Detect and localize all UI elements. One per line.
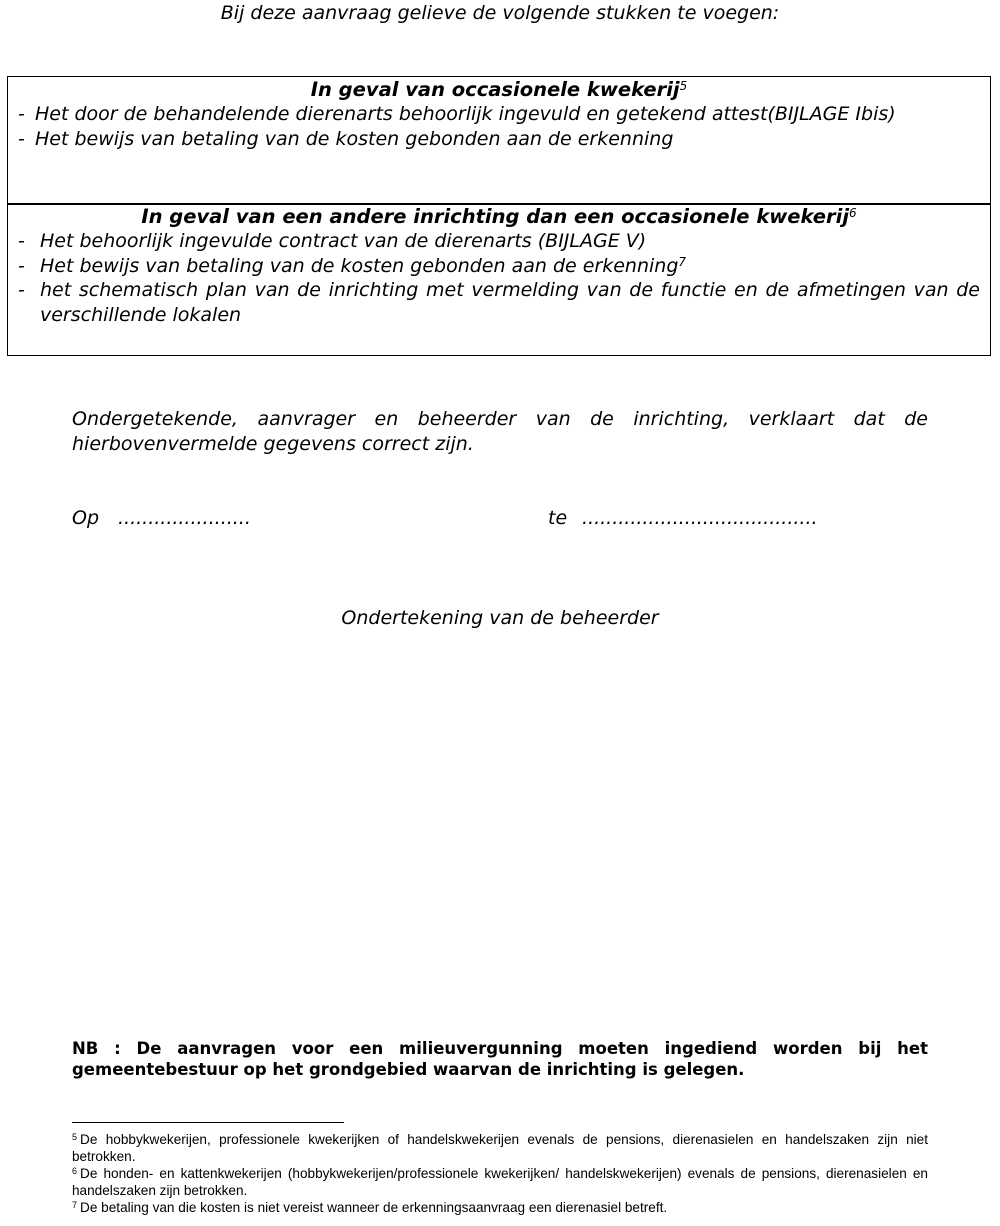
footnote-divider [72, 1122, 344, 1123]
list-item-text [40, 254, 980, 279]
footnotes [72, 1131, 928, 1216]
list-dash: - [18, 254, 25, 277]
footnote [72, 1199, 928, 1216]
section-title [8, 78, 990, 102]
footnote-number: 7 [72, 1200, 78, 1210]
list-item-text: het schematisch plan van de inrichting met vermelding van de functie en de afmetingen van de verschillende lokalen [40, 279, 980, 326]
list-item-text-body: Het bewijs van betaling van de kosten gebonden aan de erkenning [40, 254, 679, 277]
list-item [8, 229, 990, 254]
requirements-list [8, 102, 990, 151]
section-title [8, 205, 990, 229]
footnote [72, 1165, 928, 1199]
list-item [8, 102, 990, 127]
footnote-number: 5 [72, 1132, 78, 1142]
section-title-text: In geval van occasionele kwekerij [310, 78, 680, 101]
place-date-line [72, 507, 928, 533]
list-dash: - [18, 279, 25, 301]
intro-heading: Bij deze aanvraag gelieve de volgende stukken te voegen: [220, 2, 780, 24]
list-dash: - [18, 127, 25, 150]
footnote-number: 6 [72, 1166, 78, 1176]
footnote-text: De hobbykwekerijen, professionele kwekerijken of handelskwekerijen evenals de pensions, dierenasielen en handelszaken zijn niet betrokken. [72, 1132, 928, 1164]
list-item-text: Het behoorlijk ingevulde contract van de dierenarts (BIJLAGE V) [40, 230, 647, 252]
list-item-text: Het bewijs van betaling van de kosten gebonden aan de erkenning [35, 127, 674, 150]
declaration-text: Ondergetekende, aanvrager en beheerder van de inrichting, verklaart dat de hierbovenvermelde gegevens correct zijn. [72, 408, 928, 455]
list-item [8, 127, 990, 152]
place-field[interactable]: ....................................... [582, 507, 818, 529]
section-title-text: In geval van een andere inrichting dan een occasionele kwekerij [141, 205, 850, 228]
date-label: Op [72, 507, 100, 529]
nb-notice: NB : De aanvragen voor een milieuvergunning moeten ingediend worden bij het gemeentebestuur op het grondgebied waarvan de inrichting is gelegen. [72, 1039, 928, 1079]
list-dash: - [18, 103, 25, 125]
footnote-text: De honden- en kattenkwekerijen (hobbykwekerijen/professionele kwekerijken/ handelskwekerijen) evenals de pensions, dierenasielen en handelszaken zijn betrokken. [72, 1166, 928, 1198]
date-field[interactable]: ...................... [118, 507, 251, 529]
footnote-text: De betaling van die kosten is niet vereist wanneer de erkenningsaanvraag een dierenasiel betreft. [80, 1200, 668, 1215]
list-dash: - [18, 230, 25, 252]
footnote-ref: 6 [849, 206, 857, 220]
list-item [8, 278, 990, 327]
list-item-text: Het door de behandelende dierenarts behoorlijk ingevuld en getekend attest(BIJLAGE Ibis) [35, 103, 896, 125]
section-other-establishment [7, 203, 991, 356]
signature-label: Ondertekening van de beheerder [341, 607, 659, 629]
section-occasional-breeding [7, 76, 991, 205]
footnote [72, 1131, 928, 1165]
list-item [8, 254, 990, 279]
place-label: te [548, 507, 568, 529]
footnote-ref: 5 [679, 79, 688, 93]
footnote-ref: 7 [678, 254, 687, 269]
requirements-list [8, 229, 990, 327]
